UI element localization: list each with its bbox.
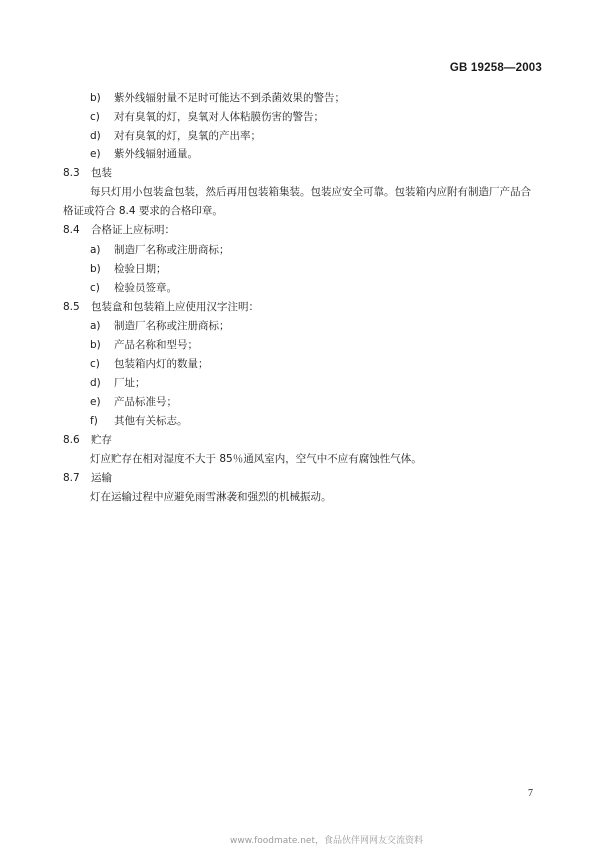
- list-text: 对有臭氧的灯，臭氧对人体粘膜伤害的警告；: [114, 111, 324, 123]
- paragraph-line: 每只灯用小包装盒包装，然后再用包装箱集装。包装应安全可靠。包装箱内应附有制造厂产品合: [90, 186, 531, 198]
- list-text: 产品名称和型号；: [114, 339, 198, 351]
- paragraph-line: 格证或符合 8.4 要求的合格印章。: [63, 205, 223, 217]
- list-marker: b): [90, 92, 101, 104]
- list-marker: d): [90, 130, 101, 142]
- section-heading-8-5: [63, 300, 259, 314]
- list-marker: a): [90, 244, 101, 256]
- list-marker: c): [90, 358, 100, 370]
- list-marker: d): [90, 377, 101, 389]
- paragraph-line: 灯应贮存在相对湿度不大于 85％通风室内，空气中不应有腐蚀性气体。: [90, 453, 422, 465]
- list-text: 紫外线辐射通量。: [114, 148, 198, 160]
- section-title: 包装盒和包装箱上应使用汉字注明：: [91, 301, 259, 313]
- section-title: 合格证上应标明：: [91, 224, 175, 236]
- list-text: 产品标准号；: [114, 396, 177, 408]
- list-item: [90, 414, 188, 428]
- list-marker: b): [90, 263, 101, 275]
- list-text: 制造厂名称或注册商标；: [114, 320, 230, 332]
- list-item: [90, 376, 146, 390]
- list-text: 其他有关标志。: [114, 415, 188, 427]
- list-marker: c): [90, 282, 100, 294]
- list-item: [90, 147, 198, 161]
- paragraph-line: 灯在运输过程中应避免雨雪淋袭和强烈的机械振动。: [90, 491, 332, 503]
- section-number: 8.5: [63, 301, 80, 313]
- list-text: 制造厂名称或注册商标；: [114, 244, 230, 256]
- list-marker: e): [90, 396, 101, 408]
- list-text: 检验员签章。: [114, 282, 177, 294]
- list-marker: b): [90, 339, 101, 351]
- list-text: 紫外线辐射量不足时可能达不到杀菌效果的警告；: [114, 92, 345, 104]
- section-title: 运输: [91, 472, 112, 484]
- list-text: 包装箱内灯的数量；: [114, 358, 209, 370]
- list-marker: e): [90, 148, 101, 160]
- section-heading-8-4: [63, 223, 175, 237]
- list-text: 检验日期；: [114, 263, 167, 275]
- list-item: [90, 357, 209, 371]
- list-text: 对有臭氧的灯，臭氧的产出率；: [114, 130, 261, 142]
- section-number: 8.4: [63, 224, 80, 236]
- list-marker: a): [90, 320, 101, 332]
- section-heading-8-6: [63, 433, 112, 447]
- list-item: [90, 395, 177, 409]
- list-item: [90, 281, 177, 295]
- list-item: [90, 110, 324, 124]
- list-item: [90, 243, 230, 257]
- section-title: 包装: [91, 167, 112, 179]
- list-item: [90, 319, 230, 333]
- list-text: 厂址；: [114, 377, 146, 389]
- section-number: 8.6: [63, 434, 80, 446]
- standard-code: GB 19258—2003: [449, 62, 542, 74]
- section-heading-8-3: [63, 166, 112, 180]
- section-number: 8.3: [63, 167, 80, 179]
- list-item: [90, 338, 198, 352]
- list-marker: f): [90, 415, 98, 427]
- list-item: [90, 262, 167, 276]
- list-marker: c): [90, 111, 100, 123]
- list-item: [90, 129, 261, 143]
- section-title: 贮存: [91, 434, 112, 446]
- section-heading-8-7: [63, 471, 112, 485]
- list-item: [90, 91, 345, 105]
- watermark-text: www.foodmate.net，食品伙伴网网友交流资料: [230, 836, 423, 846]
- section-number: 8.7: [63, 472, 80, 484]
- page-number: 7: [528, 788, 533, 799]
